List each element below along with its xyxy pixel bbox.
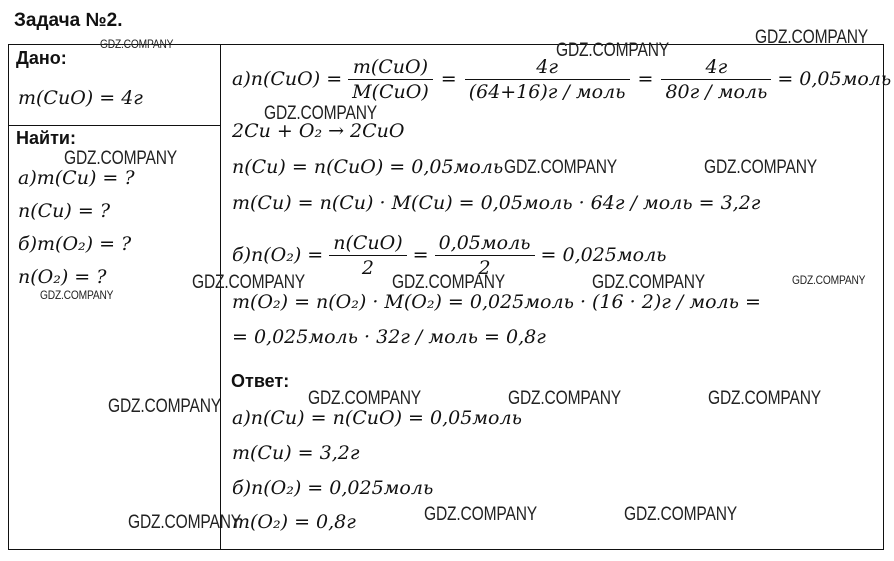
table-border-right: [883, 44, 884, 550]
numerator: 0,05моль: [435, 232, 535, 256]
task-title: Задача №2.: [14, 10, 123, 31]
solution-line-4: m(Cu) = n(Cu) · M(Cu) = 0,05моль · 64г / моль = 3,2г: [232, 192, 761, 214]
table-border-bottom: [8, 549, 884, 550]
fraction: [348, 56, 433, 103]
watermark: GDZ.COMPANY: [792, 273, 866, 287]
fraction: [465, 56, 630, 103]
watermark: GDZ.COMPANY: [508, 388, 622, 409]
watermark: GDZ.COMPANY: [64, 148, 178, 169]
formula-tail: = 0,05моль: [777, 68, 892, 90]
reaction-equation: 2Cu + O₂ → 2CuO: [232, 120, 405, 142]
numerator: m(CuO): [348, 56, 433, 80]
find-item: n(Cu) = ?: [18, 200, 111, 222]
formula-lead: а)n(CuO) =: [232, 68, 343, 90]
find-item: а)m(Cu) = ?: [18, 167, 135, 189]
answer-line: а)n(Cu) = n(CuO) = 0,05моль: [232, 407, 522, 429]
watermark: GDZ.COMPANY: [264, 103, 378, 124]
watermark: GDZ.COMPANY: [504, 157, 618, 178]
answer-line: m(O₂) = 0,8г: [232, 511, 356, 533]
denominator: 2: [478, 256, 491, 279]
find-item: n(O₂) = ?: [18, 266, 107, 288]
given-find-divider: [8, 125, 221, 126]
equals-sign: =: [637, 68, 654, 90]
find-header: Найти:: [16, 128, 76, 148]
watermark: GDZ.COMPANY: [424, 504, 538, 525]
answer-line: m(Cu) = 3,2г: [232, 442, 360, 464]
given-line: m(CuO) = 4г: [18, 87, 143, 109]
watermark: GDZ.COMPANY: [755, 27, 869, 48]
formula-lead: б)n(O₂) =: [232, 244, 324, 266]
numerator: 4г: [465, 56, 630, 80]
watermark: GDZ.COMPANY: [624, 504, 738, 525]
given-header: Дано:: [16, 48, 67, 68]
formula-tail: = 0,025моль: [540, 244, 667, 266]
equals-sign: =: [440, 68, 457, 90]
solution-line-3: n(Cu) = n(CuO) = 0,05моль: [232, 156, 504, 178]
watermark: GDZ.COMPANY: [192, 272, 306, 293]
fraction: [661, 56, 771, 103]
watermark: GDZ.COMPANY: [128, 512, 242, 533]
watermark: GDZ.COMPANY: [100, 37, 174, 51]
watermark: GDZ.COMPANY: [108, 396, 222, 417]
solution-line-7: = 0,025моль · 32г / моль = 0,8г: [232, 326, 546, 348]
watermark: GDZ.COMPANY: [392, 272, 506, 293]
watermark: GDZ.COMPANY: [592, 272, 706, 293]
watermark: GDZ.COMPANY: [708, 388, 822, 409]
column-divider: [220, 44, 221, 550]
watermark: GDZ.COMPANY: [704, 157, 818, 178]
denominator: M(CuO): [352, 80, 429, 103]
numerator: 4г: [661, 56, 771, 80]
answer-header: Ответ:: [231, 371, 290, 391]
denominator: 2: [361, 256, 374, 279]
denominator: (64+16)г / моль: [468, 80, 626, 103]
answer-line: б)n(O₂) = 0,025моль: [232, 477, 434, 499]
watermark: GDZ.COMPANY: [40, 288, 114, 302]
numerator: n(CuO): [329, 232, 406, 256]
solution-line-6: m(O₂) = n(O₂) · M(O₂) = 0,025моль · (16 · 2)г / моль =: [232, 291, 761, 313]
find-item: б)m(O₂) = ?: [18, 233, 132, 255]
watermark: GDZ.COMPANY: [308, 388, 422, 409]
equals-sign: =: [412, 244, 429, 266]
watermark: GDZ.COMPANY: [556, 40, 670, 61]
denominator: 80г / моль: [665, 80, 768, 103]
table-border-left: [8, 44, 9, 550]
